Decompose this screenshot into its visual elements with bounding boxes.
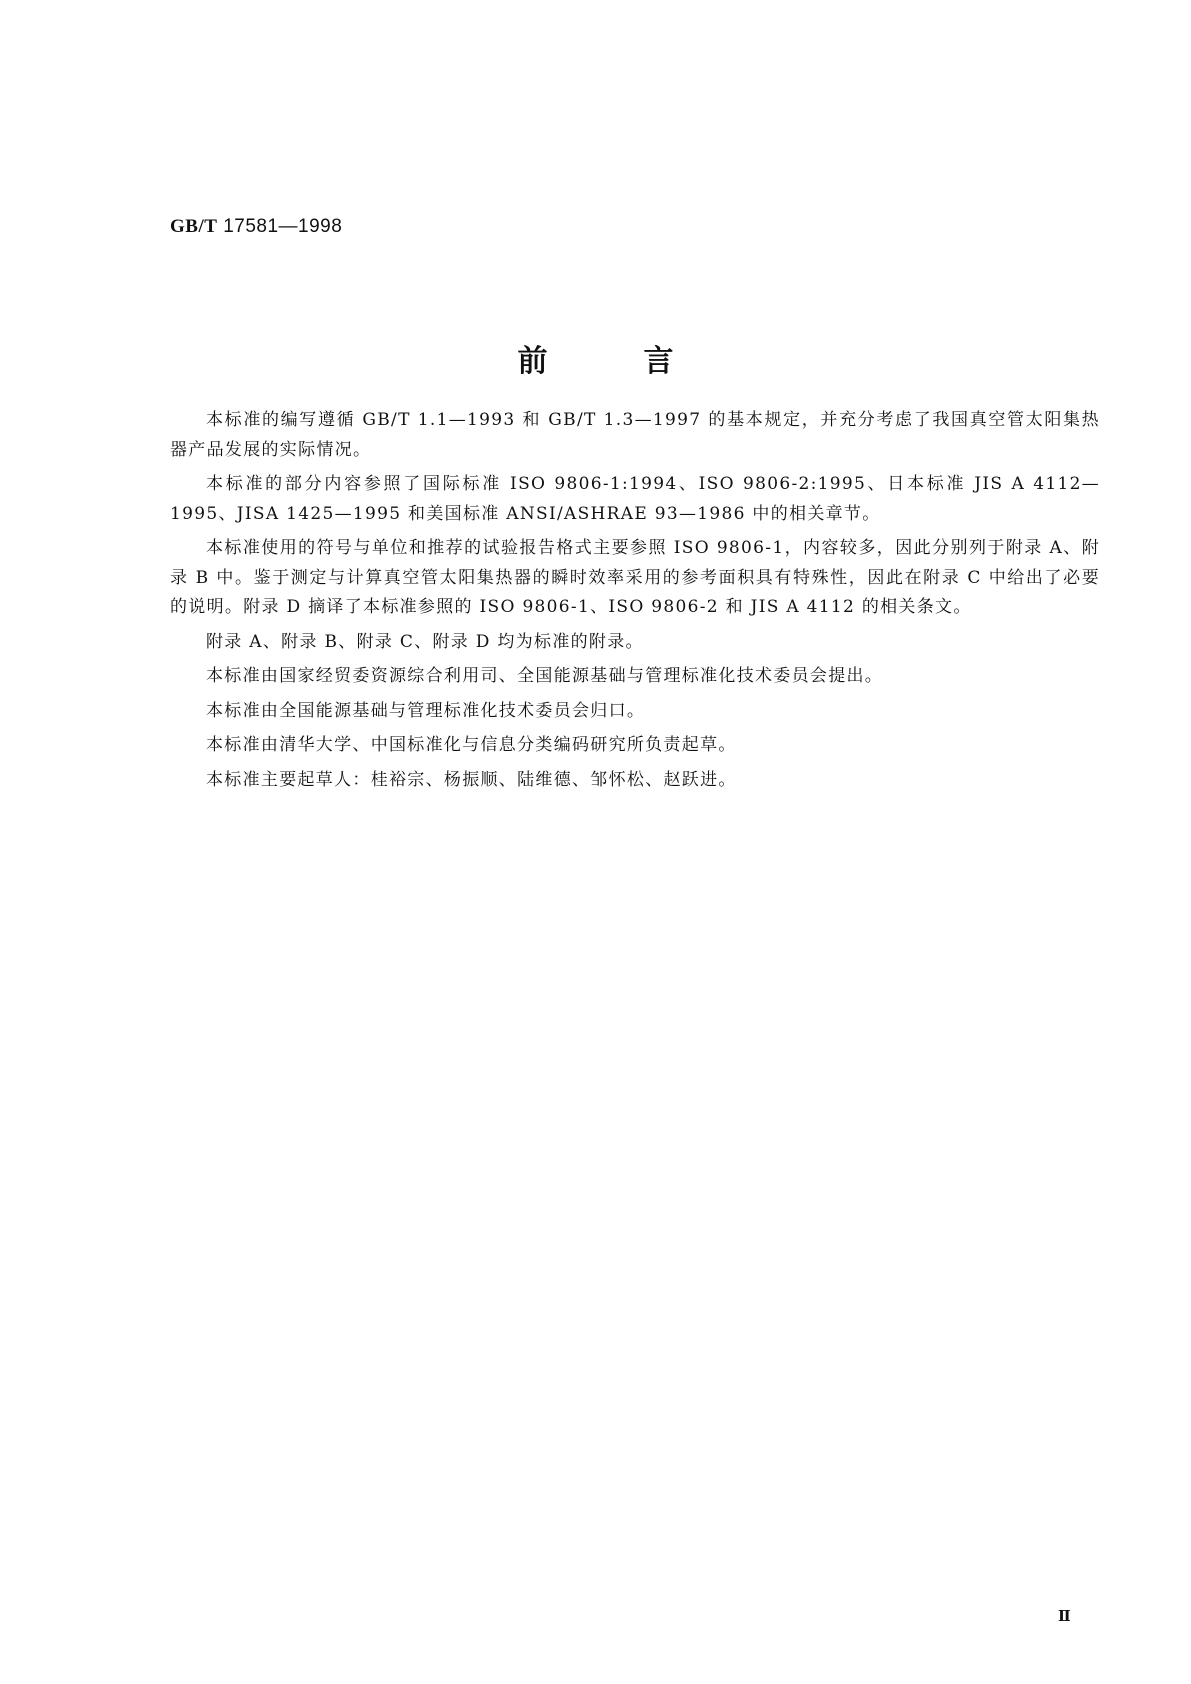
foreword-body [170, 406, 1100, 800]
paragraph: 本标准的编写遵循 GB/T 1.1—1993 和 GB/T 1.3—1997 的基本规定，并充分考虑了我国真空管太阳集热器产品发展的实际情况。 [170, 410, 1100, 460]
page-number: Ⅱ [1058, 1609, 1071, 1625]
paragraph: 本标准主要起草人：桂裕宗、杨振顺、陆维德、邹怀松、赵跃进。 [206, 769, 737, 790]
paragraph: 本标准由全国能源基础与管理标准化技术委员会归口。 [206, 700, 646, 721]
paragraph: 本标准使用的符号与单位和推荐的试验报告格式主要参照 ISO 9806-1，内容较多，因此分别列于附录 A、附录 B 中。鉴于测定与计算真空管太阳集热器的瞬时效率采用的参考面积具有特殊性，因此在附录 C 中给出了必要的说明。附录 D 摘译了本标准参照的 ISO 9806-1、ISO 9806-2 和 JIS A 4112 的相关条文。 [170, 538, 1100, 617]
paragraph: 本标准的部分内容参照了国际标准 ISO 9806-1:1994、ISO 9806-2:1995、日本标准 JIS A 4112—1995、JISA 1425—1995 和美国标准 ANSI/ASHRAE 93—1986 中的相关章节。 [170, 474, 1100, 524]
paragraph: 附录 A、附录 B、附录 C、附录 D 均为标准的附录。 [206, 631, 644, 652]
paragraph: 本标准由国家经贸委资源综合利用司、全国能源基础与管理标准化技术委员会提出。 [206, 666, 884, 686]
paragraph: 本标准由清华大学、中国标准化与信息分类编码研究所负责起草。 [206, 735, 737, 755]
standard-code-number: 17581—1998 [223, 216, 343, 237]
standard-code-prefix: GB/T [170, 216, 218, 237]
standard-code [170, 216, 342, 238]
page-title: 前言 [517, 344, 770, 379]
